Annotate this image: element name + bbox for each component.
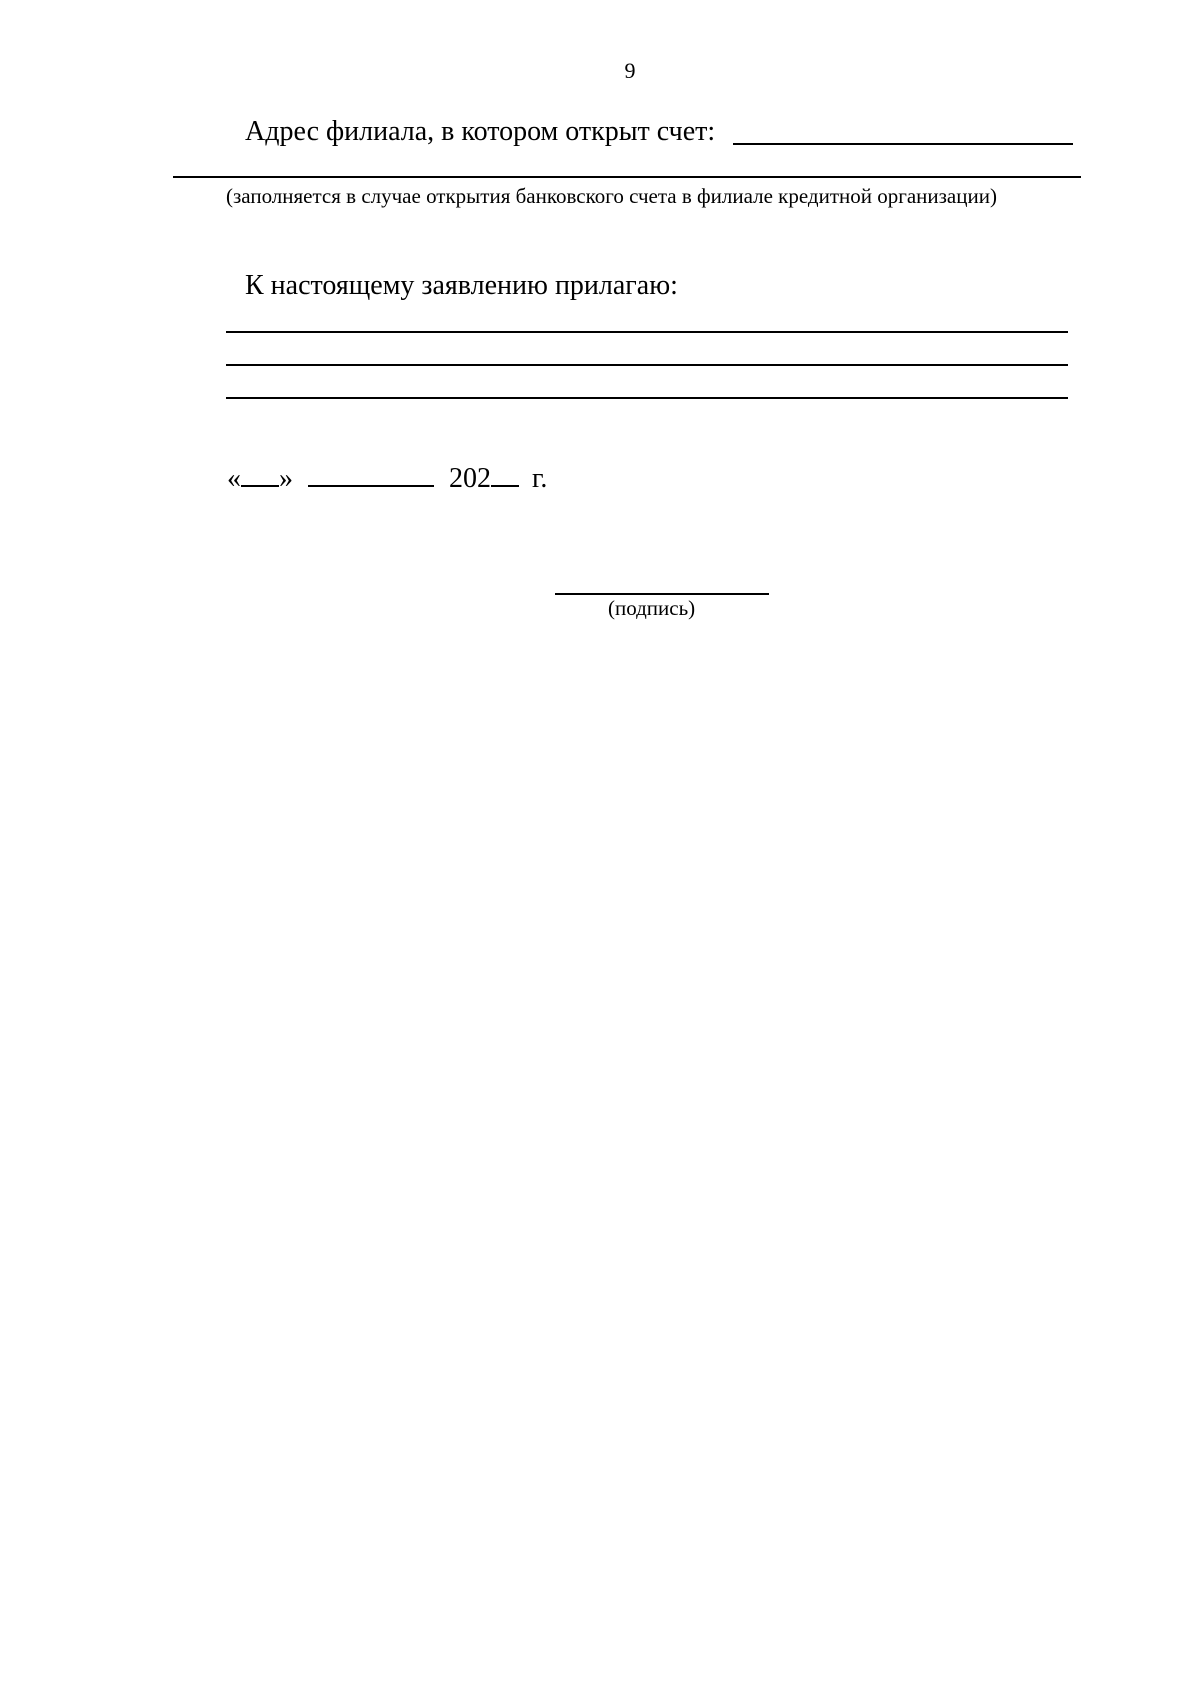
signature-caption: (подпись) — [608, 596, 696, 620]
attachments-blank-2[interactable] — [226, 364, 1068, 366]
page-number: 9 — [624, 58, 636, 83]
date-open-quote: « — [227, 463, 241, 494]
branch-address-blank-1[interactable] — [733, 143, 1073, 145]
signature-blank[interactable] — [555, 593, 769, 595]
branch-address-note: (заполняется в случае открытия банковского счета в филиале кредитной организации) — [226, 184, 997, 208]
branch-address-blank-2[interactable] — [173, 176, 1081, 178]
date-close-quote: » — [279, 463, 293, 494]
attachments-label: К настоящему заявлению прилагаю: — [245, 270, 678, 301]
attachments-blank-3[interactable] — [226, 397, 1068, 399]
date-year-prefix: 202 — [449, 463, 491, 494]
branch-address-label: Адрес филиала, в котором открыт счет: — [245, 116, 716, 147]
date-year-suffix: г. — [532, 463, 548, 494]
date-day-blank[interactable] — [241, 463, 279, 487]
attachments-blank-1[interactable] — [226, 331, 1068, 333]
date-line — [227, 463, 547, 495]
date-year-blank[interactable] — [491, 463, 519, 487]
date-month-blank[interactable] — [308, 463, 434, 487]
